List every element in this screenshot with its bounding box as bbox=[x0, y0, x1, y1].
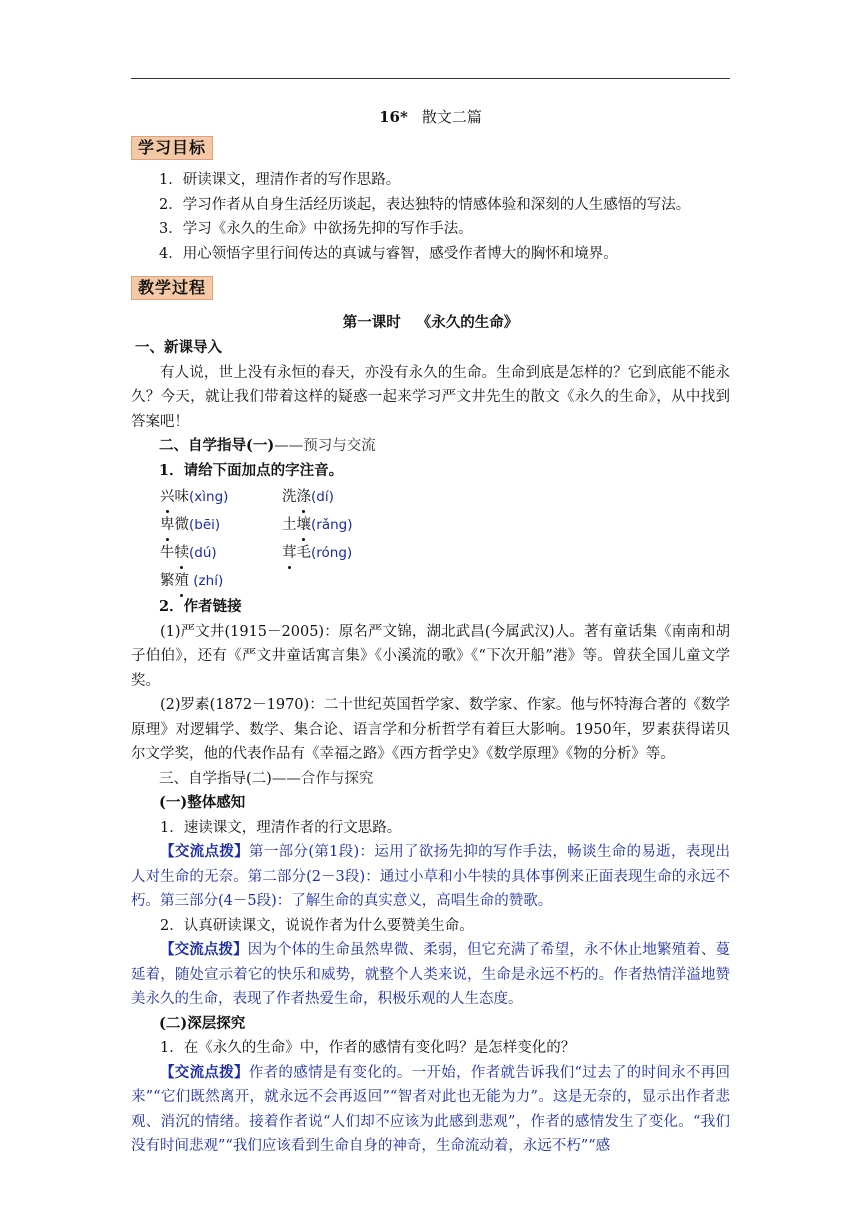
goal-item: 4．用心领悟字里行间传达的真诚与睿智，感受作者博大的胸怀和境界。 bbox=[159, 245, 618, 262]
section-1-heading: 一、新课导入 bbox=[135, 339, 222, 356]
pinyin: (róng) bbox=[311, 545, 353, 561]
lesson-title: 散文二篇 bbox=[421, 108, 482, 126]
answer-3-text: 作者的感情是有变化的。一开始，作者就告诉我们“过去了的时间永不再回来”“它们既然离开，就永远不会再返回”“智者对此也无能为力”。这是无奈的，显示出作者悲观、消沉的情绪。接着作者说“人们却不应该为此感到悲观”，作者的感情发生了变化。“我们没有时间悲观”“我们应该看到生命自身的神奇，生命流动着，永远不朽”“感 bbox=[131, 1064, 730, 1154]
pinyin: (bēi) bbox=[189, 517, 221, 533]
pinyin-item: 兴味(xìng) bbox=[160, 485, 282, 509]
subsection-2-heading: (二)深层探究 bbox=[159, 1014, 246, 1032]
pinyin-item: 繁殖 (zhí) bbox=[160, 569, 282, 593]
pinyin-item: 洗涤(dí) bbox=[282, 485, 482, 509]
pinyin: (dú) bbox=[189, 545, 217, 561]
goal-item: 1．研读课文，理清作者的写作思路。 bbox=[159, 172, 401, 188]
answer-2-text: 因为个体的生命虽然卑微、柔弱，但它充满了希望，永不休止地繁殖着、蔓延着，随处宣示着它的快乐和威势，就整个人类来说，生命是永远不朽的。作者热情洋溢地赞美永久的生命，表现了作者热爱生命，积极乐观的人生态度。 bbox=[131, 942, 731, 1007]
process-badge-wrap bbox=[131, 276, 730, 302]
lesson-part: 第一课时 bbox=[342, 314, 401, 331]
lesson-number: 16* bbox=[379, 108, 408, 126]
document-page bbox=[131, 96, 730, 1159]
goal-item: 2．学习作者从自身生活经历谈起，表达独特的情感体验和深刻的人生感悟的写法。 bbox=[159, 196, 691, 213]
pinyin-item: 土壤(rǎng) bbox=[282, 513, 482, 537]
goal-item: 3．学习《永久的生命》中欲扬先抑的写作手法。 bbox=[159, 221, 473, 237]
subsection-1-heading: (一)整体感知 bbox=[159, 794, 246, 811]
header-rule bbox=[131, 78, 730, 79]
answer-tag: 【交流点拨】 bbox=[160, 843, 249, 860]
question-3: 1．在《永久的生命》中，作者的感情有变化吗？是怎样变化的？ bbox=[160, 1040, 576, 1056]
answer-tag: 【交流点拨】 bbox=[160, 1063, 249, 1081]
pinyin: (dí) bbox=[311, 489, 334, 505]
section-2-heading-thin: ——预习与交流 bbox=[274, 438, 376, 454]
dotted-char: 殖 bbox=[175, 569, 190, 593]
pinyin-grid bbox=[160, 485, 730, 593]
pinyin: (xìng) bbox=[189, 489, 229, 505]
author-heading: 2．作者链接 bbox=[159, 598, 242, 615]
pinyin-item: 卑微(bēi) bbox=[160, 513, 282, 537]
lesson-name: 《永久的生命》 bbox=[416, 314, 519, 331]
dotted-char: 兴 bbox=[160, 485, 175, 509]
goals-list bbox=[159, 168, 730, 266]
section-3-heading-bold: 三、自学指导(二) bbox=[159, 770, 272, 787]
answer-tag: 【交流点拨】 bbox=[160, 941, 248, 958]
question-2: 2．认真研读课文，说说作者为什么要赞美生命。 bbox=[160, 917, 474, 934]
dotted-char: 犊 bbox=[175, 541, 190, 565]
answer-1-text: 第一部分(第1段)：运用了欲扬先抑的写作手法，畅谈生命的易逝，表现出人对生命的无奈。第二部分(2－3段)：通过小草和小牛犊的具体事例来正面表现生命的永远不朽。第三部分(4－5段)：了解生命的真实意义，高唱生命的赞歌。 bbox=[131, 844, 730, 909]
pinyin-question: 1．请给下面加点的字注音。 bbox=[159, 461, 344, 479]
section-2-heading bbox=[159, 434, 730, 459]
section-3-heading-thin: ——合作与探究 bbox=[271, 770, 374, 787]
goals-badge: 学习目标 bbox=[131, 136, 213, 160]
lesson-heading bbox=[131, 310, 730, 336]
section-3-heading bbox=[159, 767, 730, 792]
section-1-text: 有人说，世上没有永恒的春天，亦没有永久的生命。生命到底是怎样的？它到底能不能永久？今天，就让我们带着这样的疑惑一起来学习严文井先生的散文《永久的生命》，从中找到答案吧！ bbox=[131, 364, 730, 430]
dotted-char: 涤 bbox=[297, 485, 312, 509]
author-2: (2)罗素(1872－1970)：二十世纪英国哲学家、数学家、作家。他与怀特海合著的《数学原理》对逻辑学、数学、集合论、语言学和分析哲学有着巨大影响。1950年，罗素获得诺贝尔文学奖，他的代表作品有《幸福之路》《西方哲学史》《数学原理》《物的分析》等。 bbox=[131, 697, 730, 762]
question-1: 1．速读课文，理清作者的行文思路。 bbox=[160, 819, 402, 836]
pinyin: (zhí) bbox=[189, 573, 224, 589]
answer-1 bbox=[131, 840, 730, 914]
page-title bbox=[131, 106, 730, 128]
answer-2 bbox=[131, 938, 730, 1012]
section-2-heading-bold: 二、自学指导(一) bbox=[159, 437, 275, 454]
process-badge: 教学过程 bbox=[131, 276, 213, 300]
answer-3 bbox=[131, 1061, 730, 1159]
pinyin-item: 茸毛(róng) bbox=[282, 541, 482, 565]
goals-badge-wrap bbox=[131, 136, 730, 162]
pinyin: (rǎng) bbox=[311, 517, 353, 533]
author-1: (1)严文井(1915－2005)：原名严文锦，湖北武昌(今属武汉)人。著有童话集《南南和胡子伯伯》，还有《严文井童话寓言集》《小溪流的歌》《“下次开船”港》等。曾获全国儿童文学奖。 bbox=[131, 623, 730, 689]
dotted-char: 卑 bbox=[160, 513, 175, 537]
dotted-char: 壤 bbox=[297, 513, 312, 537]
dotted-char: 茸 bbox=[282, 541, 297, 565]
pinyin-item: 牛犊(dú) bbox=[160, 541, 282, 565]
